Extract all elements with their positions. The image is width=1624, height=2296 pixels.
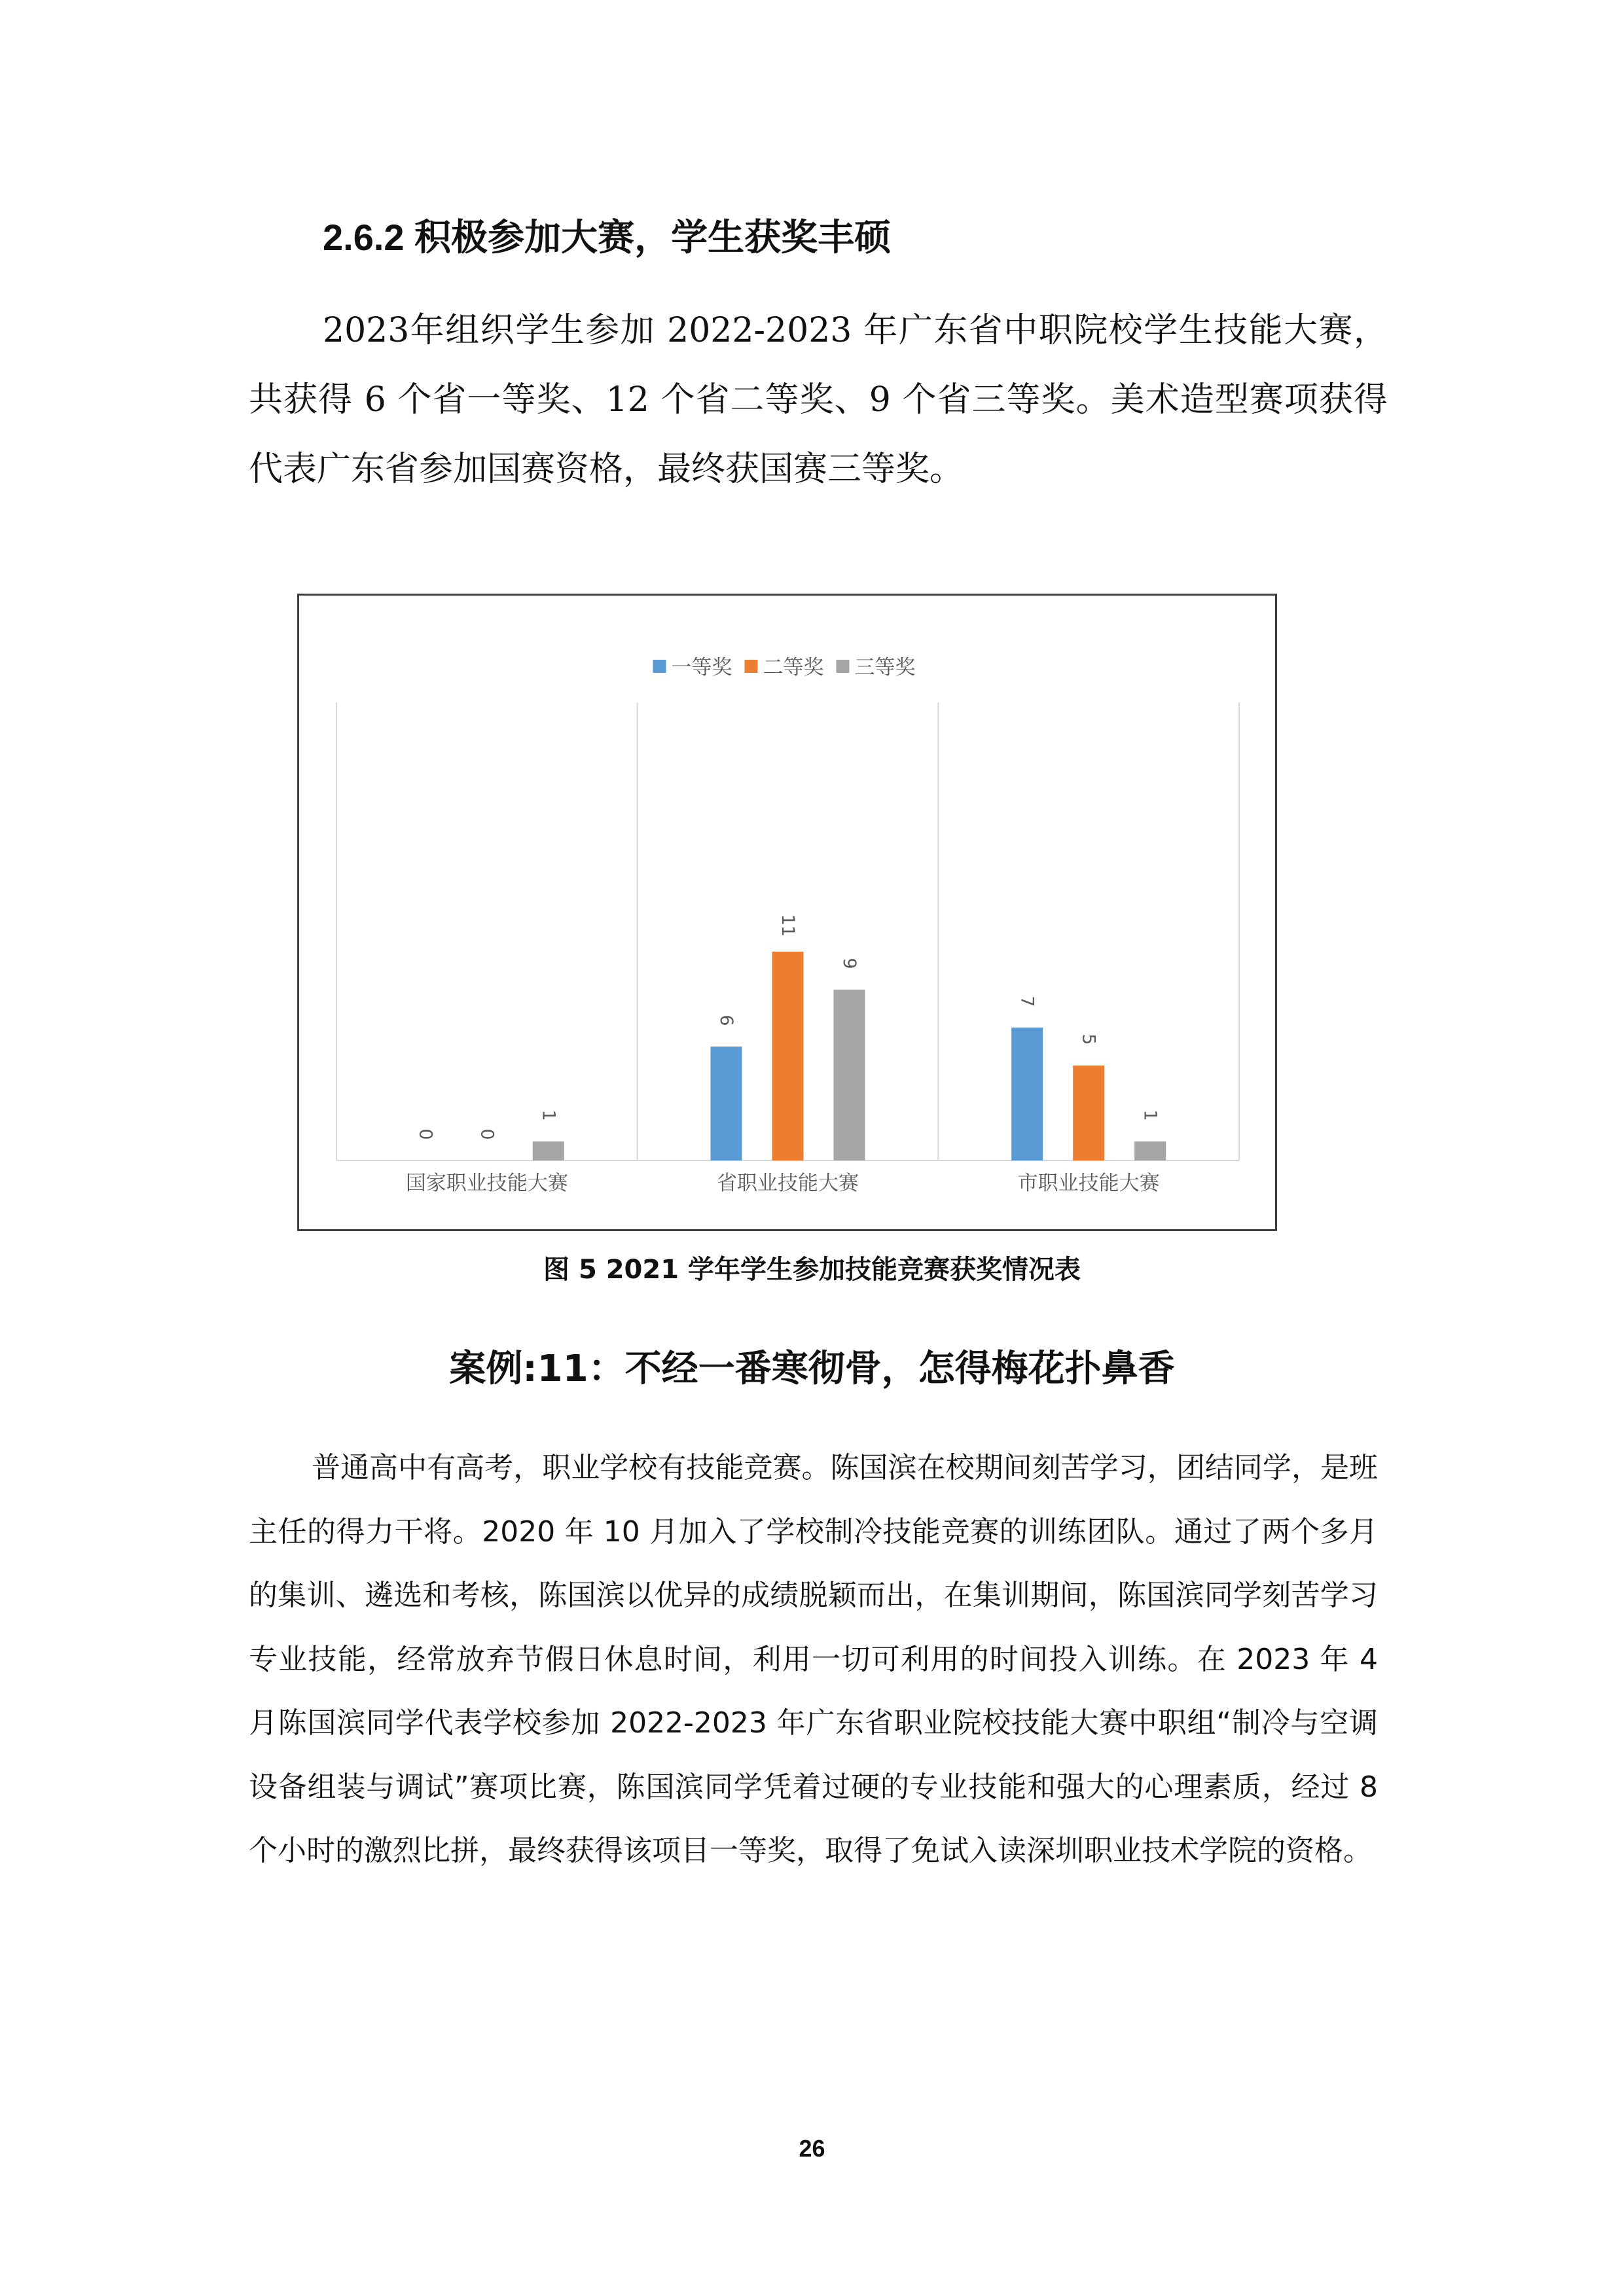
bar	[1073, 1066, 1104, 1160]
bar	[1134, 1141, 1166, 1160]
legend-swatch	[837, 660, 850, 673]
case-paragraph: 普通高中有高考，职业学校有技能竞赛。陈国滨在校期间刻苦学习，团结同学，是班主任的得力干将。2020 年 10 月加入了学校制冷技能竞赛的训练团队。通过了两个多月的集训、遴选和考核，陈国滨以优异的成绩脱颖而出，在集训期间，陈国滨同学刻苦学习专业技能，经常放弃节假日休息时间，利用一切可利用的时间投入训练。在 2023 年 4 月陈国滨同学代表学校参加 2022-2023 年广东省职业院校技能大赛中职组“制冷与空调设备组装与调试”赛项比赛，陈国滨同学凭着过硬的专业技能和强大的心理素质，经过 8 个小时的激烈比拼，最终获得该项目一等奖，取得了免试入读深圳职业技术学院的资格。	[249, 1451, 1378, 1867]
award-chart-svg	[299, 596, 1275, 1229]
bar	[1011, 1028, 1043, 1160]
intro-text	[249, 296, 1388, 504]
award-chart	[297, 594, 1277, 1231]
legend-label: 一等奖	[671, 656, 732, 679]
data-label: 1	[538, 1109, 559, 1121]
data-label: 6	[716, 1014, 736, 1026]
figure-caption: 图 5 2021 学年学生参加技能竞赛获奖情况表	[543, 1255, 1081, 1285]
legend-swatch	[653, 660, 666, 673]
legend-label: 三等奖	[854, 656, 916, 679]
section-heading: 2.6.2 积极参加大赛，学生获奖丰硕	[323, 217, 892, 258]
intro-paragraph: 2023年组织学生参加 2022-2023 年广东省中职院校学生技能大赛，共获得 6 个省一等奖、12 个省二等奖、9 个省三等奖。美术造型赛项获得代表广东省参加国赛资格，最终获国赛三等奖。	[249, 311, 1388, 489]
data-label: 7	[1017, 996, 1038, 1007]
case-title: 案例:11：不经一番寒彻骨，怎得梅花扑鼻香	[449, 1348, 1175, 1390]
bar	[834, 990, 865, 1160]
category-tick-label: 省职业技能大赛	[717, 1172, 859, 1195]
data-label: 11	[778, 914, 798, 937]
legend-swatch	[745, 660, 758, 673]
data-label: 1	[1140, 1109, 1161, 1121]
bar	[772, 952, 804, 1160]
data-label: 0	[477, 1128, 497, 1140]
category-tick-label: 国家职业技能大赛	[405, 1172, 568, 1195]
page-number: 26	[799, 2135, 825, 2162]
bar	[533, 1141, 564, 1160]
case-text	[249, 1436, 1378, 1883]
legend-label: 二等奖	[763, 656, 824, 679]
data-label: 5	[1078, 1033, 1099, 1045]
category-tick-label: 市职业技能大赛	[1017, 1172, 1160, 1195]
data-label: 0	[415, 1128, 436, 1140]
data-label: 9	[839, 958, 859, 969]
bar	[711, 1047, 742, 1160]
